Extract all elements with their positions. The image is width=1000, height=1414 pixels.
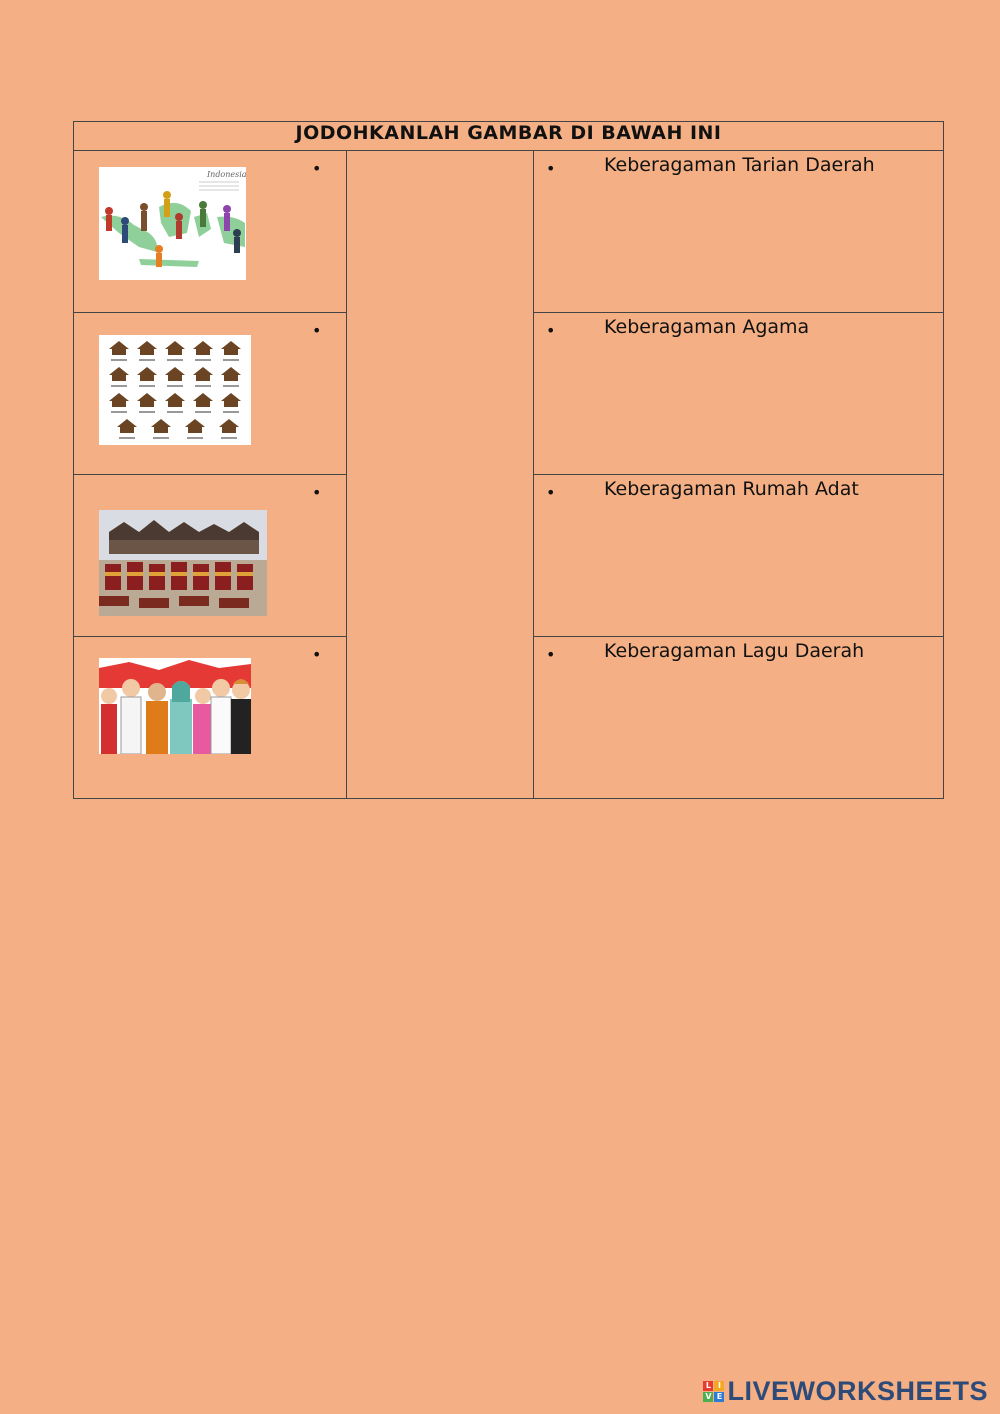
liveworksheets-logo-icon: L I V E bbox=[703, 1381, 724, 1402]
option-label-4: Keberagaman Lagu Daerah bbox=[604, 640, 865, 662]
matching-worksheet-table bbox=[73, 121, 944, 799]
option-label-1: Keberagaman Tarian Daerah bbox=[604, 154, 875, 176]
religions-people-image bbox=[99, 658, 251, 758]
option-cell-4[interactable] bbox=[534, 637, 944, 799]
option-bullet-1: • bbox=[546, 159, 556, 178]
indonesia-map-costumes-image bbox=[99, 167, 246, 284]
picture-cell-4 bbox=[74, 637, 347, 799]
option-cell-1[interactable] bbox=[534, 151, 944, 313]
option-label-3: Keberagaman Rumah Adat bbox=[604, 478, 859, 500]
traditional-houses-image bbox=[99, 335, 251, 449]
traditional-dance-image bbox=[99, 510, 267, 620]
picture-bullet-4: • bbox=[312, 645, 322, 664]
liveworksheets-logo-text: LIVEWORKSHEETS bbox=[727, 1376, 988, 1406]
worksheet-title: JODOHKANLAH GAMBAR DI BAWAH INI bbox=[74, 122, 944, 151]
option-cell-3[interactable] bbox=[534, 475, 944, 637]
picture-bullet-1: • bbox=[312, 159, 322, 178]
matching-drop-area[interactable] bbox=[347, 151, 534, 799]
liveworksheets-logo bbox=[703, 1376, 988, 1407]
map-caption: Indonesia bbox=[207, 170, 246, 179]
picture-cell-3 bbox=[74, 475, 347, 637]
option-bullet-4: • bbox=[546, 645, 556, 664]
option-bullet-2: • bbox=[546, 321, 556, 340]
option-label-2: Keberagaman Agama bbox=[604, 316, 810, 338]
option-bullet-3: • bbox=[546, 483, 556, 502]
picture-cell-2 bbox=[74, 313, 347, 475]
picture-bullet-2: • bbox=[312, 321, 322, 340]
option-cell-2[interactable] bbox=[534, 313, 944, 475]
picture-bullet-3: • bbox=[312, 483, 322, 502]
picture-cell-1 bbox=[74, 151, 347, 313]
